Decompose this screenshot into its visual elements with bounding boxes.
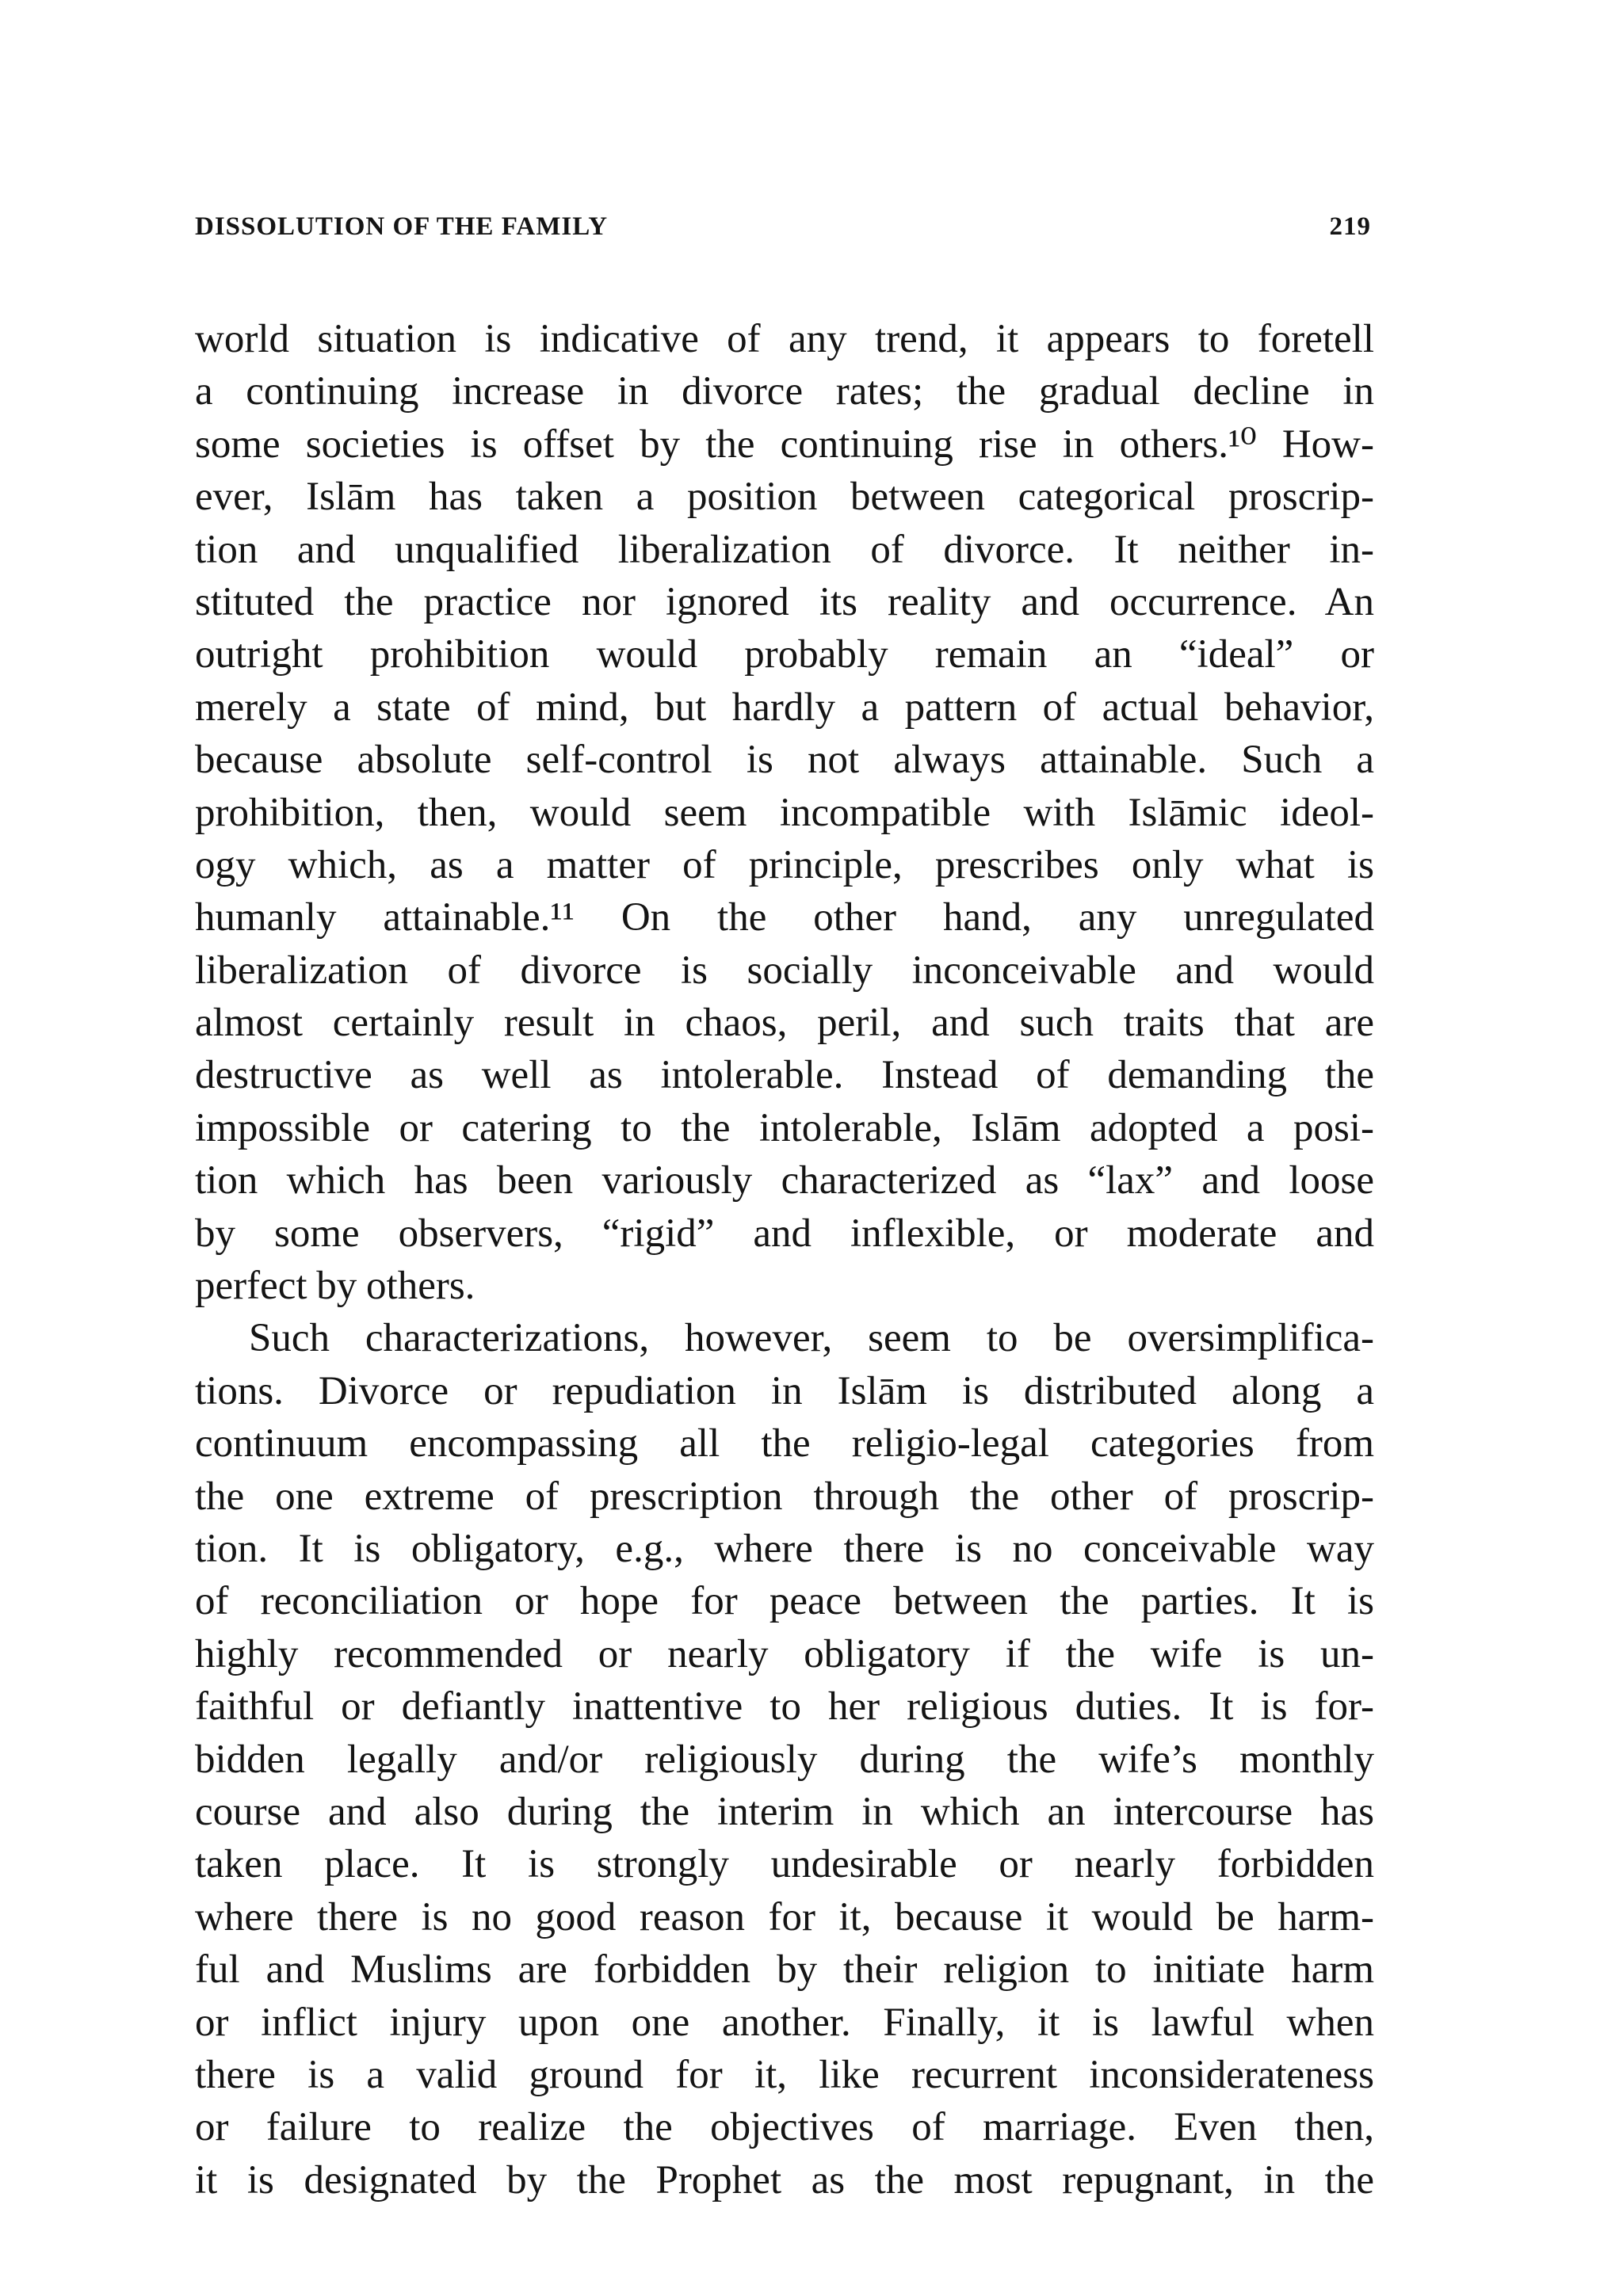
running-title: DISSOLUTION OF THE FAMILY: [195, 212, 609, 241]
text-line: Such characterizations, however, seem to be oversimplifica-: [249, 1316, 1374, 1361]
text-line: or inflict injury upon one another. Finally, it is lawful when: [195, 2000, 1374, 2045]
text-line: perfect by others.: [195, 1264, 475, 1309]
text-line: because absolute self-control is not always attainable. Such a: [195, 738, 1374, 783]
text-line: continuum encompassing all the religio-legal categories from: [195, 1421, 1374, 1466]
text-line: ever, Islām has taken a position between categorical proscrip-: [195, 475, 1374, 520]
text-line: prohibition, then, would seem incompatible with Islāmic ideol-: [195, 790, 1374, 835]
text-line: or failure to realize the objectives of marriage. Even then,: [195, 2105, 1374, 2150]
text-line: humanly attainable.¹¹ On the other hand, any unregulated: [195, 895, 1374, 940]
text-line: it is designated by the Prophet as the most repugnant, in the: [195, 2157, 1374, 2203]
paragraph-2: [195, 1312, 1374, 2206]
running-header: [195, 212, 1371, 252]
text-line: tion. It is obligatory, e.g., where there is no conceivable way: [195, 1526, 1374, 1571]
body-text: [195, 313, 1374, 2206]
text-line: some societies is offset by the continuing rise in others.¹⁰ How-: [195, 421, 1374, 467]
text-line: of reconciliation or hope for peace between the parties. It is: [195, 1579, 1374, 1624]
text-line: a continuing increase in divorce rates; the gradual decline in: [195, 369, 1374, 414]
text-line: faithful or defiantly inattentive to her religious duties. It is for-: [195, 1684, 1374, 1730]
text-line: liberalization of divorce is socially inconceivable and would: [195, 948, 1374, 993]
text-line: merely a state of mind, but hardly a pattern of actual behavior,: [195, 685, 1374, 730]
text-line: course and also during the interim in which an intercourse has: [195, 1789, 1374, 1834]
text-line: where there is no good reason for it, because it would be harm-: [195, 1894, 1374, 1939]
text-line: by some observers, “rigid” and inflexible, or moderate and: [195, 1211, 1374, 1256]
text-line: taken place. It is strongly undesirable or nearly forbidden: [195, 1842, 1374, 1887]
text-line: ogy which, as a matter of principle, prescribes only what is: [195, 842, 1374, 887]
text-line: highly recommended or nearly obligatory if the wife is un-: [195, 1631, 1374, 1676]
text-line: there is a valid ground for it, like recurrent inconsiderateness: [195, 2052, 1374, 2097]
text-line: outright prohibition would probably remain an “ideal” or: [195, 632, 1374, 677]
text-line: the one extreme of prescription through the other of proscrip-: [195, 1474, 1374, 1519]
text-line: bidden legally and/or religiously during the wife’s monthly: [195, 1737, 1374, 1782]
paragraph-1: [195, 313, 1374, 1312]
text-line: tions. Divorce or repudiation in Islām is distributed along a: [195, 1368, 1374, 1413]
text-line: tion which has been variously characterized as “lax” and loose: [195, 1158, 1374, 1203]
text-line: ful and Muslims are forbidden by their religion to initiate harm: [195, 1947, 1374, 1993]
text-line: impossible or catering to the intolerable, Islām adopted a posi-: [195, 1105, 1374, 1150]
text-line: world situation is indicative of any trend, it appears to foretell: [195, 317, 1374, 361]
text-line: almost certainly result in chaos, peril, and such traits that are: [195, 1001, 1374, 1046]
page-number: 219: [1329, 212, 1371, 241]
text-line: stituted the practice nor ignored its reality and occurrence. An: [195, 579, 1374, 624]
text-line: tion and unqualified liberalization of divorce. It neither in-: [195, 527, 1374, 572]
text-line: destructive as well as intolerable. Instead of demanding the: [195, 1053, 1374, 1098]
